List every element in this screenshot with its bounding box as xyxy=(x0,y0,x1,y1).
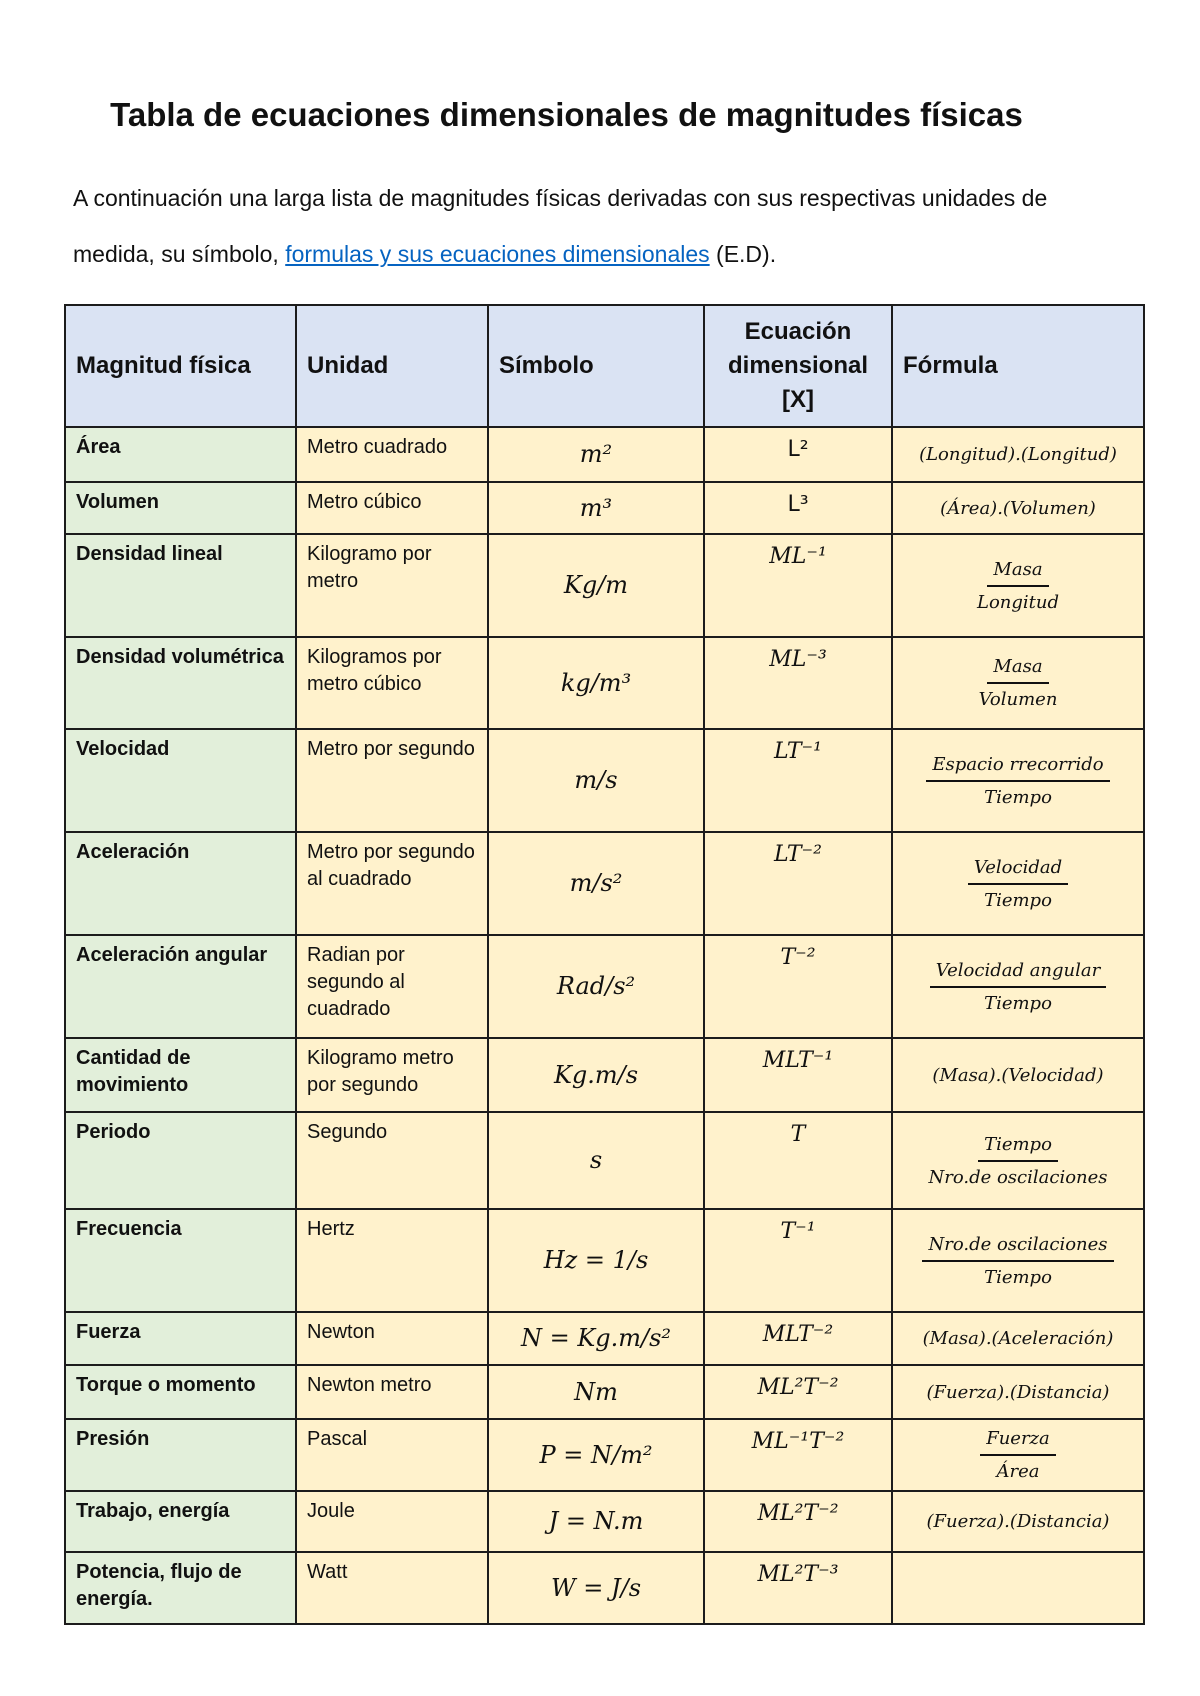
cell-formula xyxy=(892,1209,1144,1312)
formula-numerator: Nro.de oscilaciones xyxy=(922,1231,1113,1262)
formula-fraction xyxy=(922,1131,1113,1191)
table-row xyxy=(65,1038,1144,1112)
cell-magnitud: Volumen xyxy=(65,482,296,534)
cell-magnitud: Cantidad de movimiento xyxy=(65,1038,296,1112)
cell-formula xyxy=(892,729,1144,832)
cell-simbolo: Rad/s² xyxy=(488,935,704,1038)
cell-ecuacion-dimensional: LT⁻² xyxy=(704,832,892,935)
cell-formula xyxy=(892,534,1144,637)
cell-formula: (Fuerza).(Distancia) xyxy=(892,1365,1144,1419)
formula-denominator: Tiempo xyxy=(984,889,1052,911)
formula-fraction xyxy=(973,653,1064,713)
header-unidad: Unidad xyxy=(296,305,488,427)
cell-magnitud: Presión xyxy=(65,1419,296,1491)
table-row xyxy=(65,637,1144,729)
cell-simbolo: W = J/s xyxy=(488,1552,704,1624)
table-row xyxy=(65,482,1144,534)
header-simbolo: Símbolo xyxy=(488,305,704,427)
header-ecuacion-dimensional: Ecuación dimensional [X] xyxy=(704,305,892,427)
cell-magnitud: Trabajo, energía xyxy=(65,1491,296,1552)
cell-magnitud: Fuerza xyxy=(65,1312,296,1365)
cell-ecuacion-dimensional: MLT⁻¹ xyxy=(704,1038,892,1112)
formula-fraction xyxy=(926,751,1109,811)
formula-numerator: Fuerza xyxy=(980,1425,1056,1456)
table-body xyxy=(65,427,1144,1624)
cell-ecuacion-dimensional: T xyxy=(704,1112,892,1209)
cell-unidad: Hertz xyxy=(296,1209,488,1312)
cell-magnitud: Área xyxy=(65,427,296,482)
formula-fraction xyxy=(922,1231,1113,1291)
intro-text-before: A continuación una larga lista de magnitudes físicas derivadas con sus respectivas unidades de medida, su símbolo, xyxy=(73,185,1048,267)
header-formula: Fórmula xyxy=(892,305,1144,427)
dimensional-equations-link[interactable]: formulas y sus ecuaciones dimensionales xyxy=(285,241,710,267)
cell-simbolo: Hz = 1/s xyxy=(488,1209,704,1312)
cell-magnitud: Aceleración xyxy=(65,832,296,935)
cell-simbolo: N = Kg.m/s² xyxy=(488,1312,704,1365)
cell-magnitud: Velocidad xyxy=(65,729,296,832)
cell-magnitud: Periodo xyxy=(65,1112,296,1209)
cell-formula xyxy=(892,832,1144,935)
formula-denominator: Tiempo xyxy=(984,1266,1052,1288)
header-magnitud: Magnitud física xyxy=(65,305,296,427)
cell-simbolo: m/s xyxy=(488,729,704,832)
formula-denominator: Longitud xyxy=(976,591,1059,613)
cell-simbolo: J = N.m xyxy=(488,1491,704,1552)
formula-denominator: Volumen xyxy=(978,689,1058,710)
cell-simbolo: m³ xyxy=(488,482,704,534)
cell-magnitud: Densidad lineal xyxy=(65,534,296,637)
table-row xyxy=(65,1312,1144,1365)
cell-ecuacion-dimensional: ML⁻³ xyxy=(704,637,892,729)
cell-formula xyxy=(892,1419,1144,1491)
cell-unidad: Radian por segundo al cuadrado xyxy=(296,935,488,1038)
cell-unidad: Metro cúbico xyxy=(296,482,488,534)
formula-numerator: Masa xyxy=(987,556,1048,587)
table-row xyxy=(65,832,1144,935)
cell-formula xyxy=(892,637,1144,729)
formula-denominator: Tiempo xyxy=(984,992,1052,1014)
formula-fraction xyxy=(968,854,1068,914)
cell-ecuacion-dimensional: MLT⁻² xyxy=(704,1312,892,1365)
cell-unidad: Metro por segundo al cuadrado xyxy=(296,832,488,935)
cell-unidad: Kilogramo por metro xyxy=(296,534,488,637)
table-row xyxy=(65,427,1144,482)
cell-simbolo: s xyxy=(488,1112,704,1209)
table-row xyxy=(65,935,1144,1038)
cell-magnitud: Frecuencia xyxy=(65,1209,296,1312)
cell-ecuacion-dimensional: ML²T⁻² xyxy=(704,1491,892,1552)
formula-numerator: Tiempo xyxy=(978,1131,1058,1162)
table-row xyxy=(65,1112,1144,1209)
formula-fraction xyxy=(971,556,1065,616)
formula-numerator: Velocidad angular xyxy=(930,957,1106,988)
cell-simbolo: Kg.m/s xyxy=(488,1038,704,1112)
cell-simbolo: m² xyxy=(488,427,704,482)
cell-ecuacion-dimensional: ML⁻¹T⁻² xyxy=(704,1419,892,1491)
cell-ecuacion-dimensional: T⁻¹ xyxy=(704,1209,892,1312)
cell-formula xyxy=(892,935,1144,1038)
formula-fraction xyxy=(980,1425,1056,1485)
cell-magnitud: Densidad volumétrica xyxy=(65,637,296,729)
table-row xyxy=(65,1209,1144,1312)
table-row xyxy=(65,534,1144,637)
cell-unidad: Metro cuadrado xyxy=(296,427,488,482)
formula-denominator: Nro.de oscilaciones xyxy=(928,1166,1108,1188)
cell-unidad: Metro por segundo xyxy=(296,729,488,832)
cell-ecuacion-dimensional: L³ xyxy=(704,482,892,534)
cell-formula xyxy=(892,1112,1144,1209)
cell-formula: (Masa).(Aceleración) xyxy=(892,1312,1144,1365)
cell-formula: (Área).(Volumen) xyxy=(892,482,1144,534)
cell-unidad: Watt xyxy=(296,1552,488,1624)
cell-unidad: Kilogramo metro por segundo xyxy=(296,1038,488,1112)
table-row xyxy=(65,1491,1144,1552)
cell-ecuacion-dimensional: T⁻² xyxy=(704,935,892,1038)
table-row xyxy=(65,1365,1144,1419)
cell-ecuacion-dimensional: LT⁻¹ xyxy=(704,729,892,832)
cell-ecuacion-dimensional: ML²T⁻³ xyxy=(704,1552,892,1624)
cell-unidad: Kilogramos por metro cúbico xyxy=(296,637,488,729)
cell-unidad: Joule xyxy=(296,1491,488,1552)
page-title: Tabla de ecuaciones dimensionales de magnitudes físicas xyxy=(110,96,1023,133)
table-header-row xyxy=(65,305,1144,427)
cell-simbolo: kg/m³ xyxy=(488,637,704,729)
cell-simbolo: Nm xyxy=(488,1365,704,1419)
cell-simbolo: Kg/m xyxy=(488,534,704,637)
cell-magnitud: Torque o momento xyxy=(65,1365,296,1419)
cell-formula xyxy=(892,1552,1144,1624)
cell-ecuacion-dimensional: L² xyxy=(704,427,892,482)
cell-formula: (Masa).(Velocidad) xyxy=(892,1038,1144,1112)
cell-formula: (Longitud).(Longitud) xyxy=(892,427,1144,482)
cell-unidad: Segundo xyxy=(296,1112,488,1209)
formula-fraction xyxy=(930,957,1106,1017)
formula-numerator: Espacio rrecorrido xyxy=(926,751,1109,782)
cell-formula: (Fuerza).(Distancia) xyxy=(892,1491,1144,1552)
cell-simbolo: P = N/m² xyxy=(488,1419,704,1491)
cell-unidad: Newton metro xyxy=(296,1365,488,1419)
intro-paragraph xyxy=(73,170,1133,282)
formula-denominator: Área xyxy=(996,1461,1040,1482)
cell-ecuacion-dimensional: ML⁻¹ xyxy=(704,534,892,637)
cell-unidad: Pascal xyxy=(296,1419,488,1491)
dimensional-equations-table xyxy=(64,304,1145,1625)
table-row xyxy=(65,1552,1144,1624)
formula-numerator: Velocidad xyxy=(968,854,1068,885)
table-row xyxy=(65,729,1144,832)
formula-numerator: Masa xyxy=(987,653,1048,684)
cell-magnitud: Aceleración angular xyxy=(65,935,296,1038)
intro-text-after: (E.D). xyxy=(709,241,777,267)
formula-denominator: Tiempo xyxy=(984,786,1052,808)
cell-ecuacion-dimensional: ML²T⁻² xyxy=(704,1365,892,1419)
cell-simbolo: m/s² xyxy=(488,832,704,935)
cell-unidad: Newton xyxy=(296,1312,488,1365)
cell-magnitud: Potencia, flujo de energía. xyxy=(65,1552,296,1624)
table-row xyxy=(65,1419,1144,1491)
